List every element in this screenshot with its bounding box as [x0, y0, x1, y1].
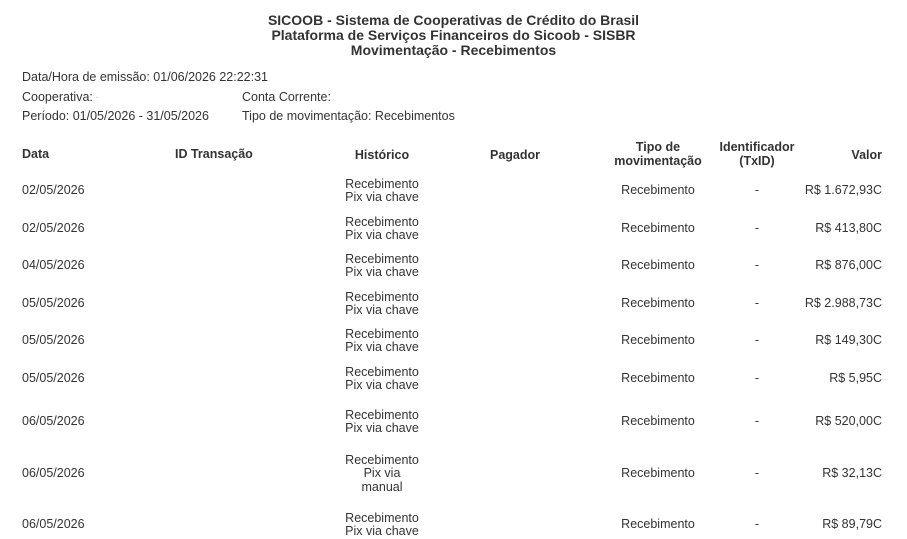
- row-tipo: Recebimento: [621, 466, 695, 480]
- account-label: Conta Corrente:: [242, 90, 331, 104]
- row-txid: -: [754, 466, 760, 480]
- cooperative-value: ·: [94, 90, 100, 104]
- row-historico-line1: Recebimento: [345, 251, 419, 266]
- row-historico-line1: Recebimento: [345, 452, 419, 467]
- row-historico: [322, 328, 442, 355]
- row-valor: R$ 1.672,93C: [804, 183, 882, 197]
- row-historico-line1: Recebimento: [345, 364, 419, 379]
- col-header-id-transacao: ID Transação: [175, 147, 253, 161]
- row-txid: -: [754, 333, 760, 347]
- col-header-tipo-line1: Tipo de: [635, 140, 681, 154]
- row-txid: -: [754, 517, 760, 531]
- row-historico-line1: Recebimento: [345, 510, 419, 525]
- report-subtitle: Plataforma de Serviços Financeiros do Sicoob - SISBR: [271, 27, 636, 43]
- row-historico: [322, 178, 442, 205]
- row-tipo: Recebimento: [621, 333, 695, 347]
- row-date: 05/05/2026: [22, 333, 85, 347]
- row-txid: -: [754, 296, 760, 310]
- row-valor: R$ 876,00C: [815, 258, 882, 272]
- row-historico-line2: Pix via chave: [345, 524, 419, 538]
- row-historico-line1: Recebimento: [345, 176, 419, 191]
- row-txid: -: [754, 221, 760, 235]
- row-tipo: Recebimento: [621, 183, 695, 197]
- row-tipo: Recebimento: [621, 371, 695, 385]
- col-header-historico: Histórico: [354, 148, 410, 162]
- col-header-pagador: Pagador: [490, 148, 541, 162]
- row-historico: [322, 366, 442, 393]
- row-tipo: Recebimento: [621, 296, 695, 310]
- row-date: 05/05/2026: [22, 371, 85, 385]
- report-section-title: Movimentação - Recebimentos: [350, 42, 557, 58]
- row-historico: [322, 253, 442, 280]
- col-header-data: Data: [22, 147, 50, 161]
- row-historico: [322, 291, 442, 318]
- row-tipo: Recebimento: [621, 258, 695, 272]
- row-date: 06/05/2026: [22, 466, 85, 480]
- row-valor: R$ 32,13C: [822, 466, 882, 480]
- row-txid: -: [754, 371, 760, 385]
- row-historico-line2: Pix via chave: [345, 265, 419, 279]
- cooperative-label-text: Cooperativa:: [22, 90, 93, 104]
- row-txid: -: [754, 414, 760, 428]
- row-valor: R$ 89,79C: [822, 517, 882, 531]
- row-historico-line2: Pix via chave: [345, 340, 419, 354]
- row-tipo: Recebimento: [621, 517, 695, 531]
- row-historico: [322, 454, 442, 495]
- report-title: SICOOB - Sistema de Cooperativas de Crédito do Brasil: [267, 12, 640, 28]
- row-historico: [322, 512, 442, 539]
- row-date: 06/05/2026: [22, 517, 85, 531]
- col-header-tipo-movimentacao: [598, 140, 718, 168]
- row-valor: R$ 413,80C: [815, 221, 882, 235]
- row-historico-line1: Recebimento: [345, 326, 419, 341]
- row-date: 02/05/2026: [22, 183, 85, 197]
- row-tipo: Recebimento: [621, 414, 695, 428]
- row-valor: R$ 520,00C: [815, 414, 882, 428]
- row-tipo: Recebimento: [621, 221, 695, 235]
- row-historico-line2: Pix via chave: [345, 303, 419, 317]
- cooperative-label: [22, 90, 99, 104]
- col-header-ident-line2: (TxID): [739, 154, 775, 168]
- row-date: 06/05/2026: [22, 414, 85, 428]
- row-historico-line2: Pix via chave: [345, 228, 419, 242]
- report-header: [0, 13, 907, 58]
- row-historico: [322, 216, 442, 243]
- col-header-ident-line1: Identificador: [719, 140, 795, 154]
- row-historico: [322, 409, 442, 436]
- period-label: Período: 01/05/2026 - 31/05/2026: [22, 109, 209, 123]
- row-historico-line2: Pix via chave: [345, 190, 419, 204]
- row-historico-line2: Pix via chave: [345, 378, 419, 392]
- row-historico-line2: Pix via: [363, 466, 401, 481]
- row-valor: R$ 149,30C: [815, 333, 882, 347]
- emission-datetime: Data/Hora de emissão: 01/06/2026 22:22:31: [22, 70, 269, 84]
- row-txid: -: [754, 258, 760, 272]
- row-historico-line1: Recebimento: [345, 214, 419, 229]
- row-valor: R$ 2.988,73C: [804, 296, 882, 310]
- row-historico-line1: Recebimento: [345, 289, 419, 304]
- row-date: 05/05/2026: [22, 296, 85, 310]
- row-valor: R$ 5,95C: [829, 371, 882, 385]
- row-date: 02/05/2026: [22, 221, 85, 235]
- row-historico-line3: manual: [361, 479, 403, 494]
- row-historico-line2: Pix via chave: [345, 421, 419, 435]
- col-header-valor: Valor: [851, 148, 882, 162]
- col-header-tipo-line2: movimentação: [614, 154, 702, 168]
- row-historico-line1: Recebimento: [345, 407, 419, 422]
- row-txid: -: [754, 183, 760, 197]
- row-date: 04/05/2026: [22, 258, 85, 272]
- movement-type-label: Tipo de movimentação: Recebimentos: [242, 109, 455, 123]
